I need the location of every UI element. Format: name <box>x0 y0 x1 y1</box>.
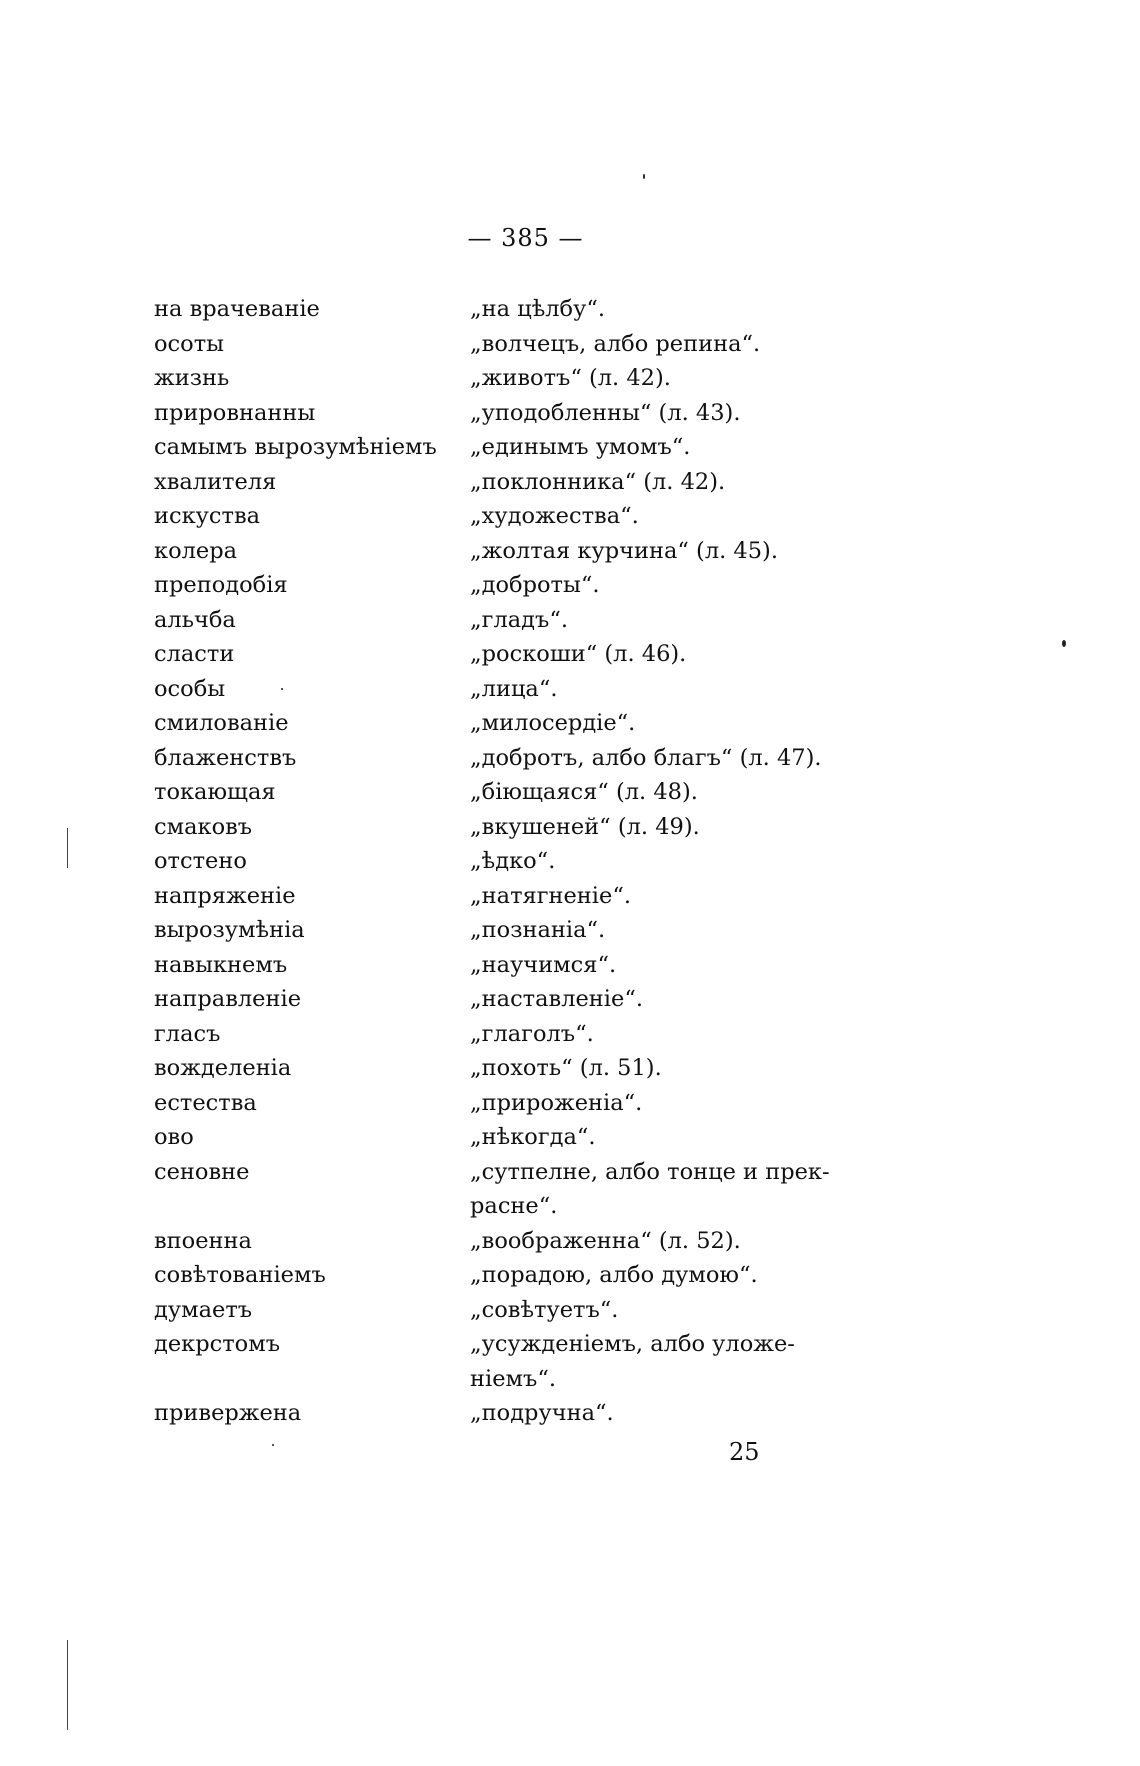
glossary-term: смилованіе <box>154 710 289 736</box>
glossary-gloss: „сутпелне, албо тонце и прек- расне“. <box>470 1158 830 1219</box>
glossary-gloss: „на цѣлбу“. <box>470 296 605 322</box>
glossary-term: напряженіе <box>154 882 296 909</box>
glossary-gloss: „животъ“ (л. 42). <box>470 365 671 391</box>
glossary-term: гласъ <box>154 1020 221 1047</box>
glossary-term: естества <box>154 1089 257 1116</box>
glossary-term: прировнанны <box>154 399 316 426</box>
glossary-term: декрстомъ <box>154 1331 281 1357</box>
glossary-gloss: „натягненіе“. <box>470 882 631 909</box>
glossary-term: искуства <box>154 503 261 529</box>
signature-mark: 25 <box>729 1438 760 1466</box>
scan-speck <box>272 1444 274 1446</box>
glossary-gloss: „жолтая курчина“ (л. 45). <box>470 537 778 564</box>
glossary-term: блаженствъ <box>154 744 297 771</box>
glossary-gloss: „роскоши“ (л. 46). <box>470 641 687 667</box>
glossary-gloss: „глаголъ“. <box>470 1020 594 1047</box>
glossary-term: жизнь <box>154 365 230 391</box>
glossary-gloss: „единымъ умомъ“. <box>470 434 691 460</box>
glossary-term: альчба <box>154 606 236 633</box>
glossary-term: вожделеніа <box>154 1055 292 1081</box>
glossary-term: сеновне <box>154 1158 250 1185</box>
glossary-term: сласти <box>154 641 235 667</box>
glossary-gloss: „доброты“. <box>470 572 600 598</box>
glossary-term: вырозумѣніа <box>154 917 305 943</box>
glossary-term: совѣтованіемъ <box>154 1262 326 1288</box>
glossary-term: смаковъ <box>154 813 253 840</box>
glossary-gloss: „біющаяся“ (л. 48). <box>470 779 698 805</box>
margin-rule <box>67 828 68 868</box>
glossary-term: преподобія <box>154 572 288 598</box>
glossary-gloss: „научимся“. <box>470 951 617 978</box>
glossary-gloss: „совѣтуетъ“. <box>470 1296 619 1323</box>
page-number: — 385 — <box>467 224 584 252</box>
glossary-gloss: „добротъ, албо благъ“ (л. 47). <box>470 744 822 771</box>
glossary-gloss: „прироженіа“. <box>470 1089 643 1116</box>
glossary-gloss: „подручна“. <box>470 1400 614 1426</box>
glossary-gloss: „лица“. <box>470 675 558 702</box>
glossary-gloss: „порадою, албо думою“. <box>470 1262 758 1288</box>
glossary-term: навыкнемъ <box>154 951 288 978</box>
glossary-term: впоенна <box>154 1227 252 1254</box>
glossary-gloss: „волчецъ, албо репина“. <box>470 330 761 357</box>
margin-rule <box>67 1640 68 1730</box>
glossary-gloss: „ѣдко“. <box>470 848 556 874</box>
glossary-gloss: „наставленіе“. <box>470 986 643 1012</box>
scan-speck <box>643 174 645 179</box>
glossary-term: направленіе <box>154 986 302 1012</box>
glossary-gloss: „усужденіемъ, албо уложе- ніемъ“. <box>470 1331 795 1392</box>
glossary-term: думаетъ <box>154 1296 253 1323</box>
glossary-term: отстено <box>154 848 247 874</box>
glossary-term: колера <box>154 537 238 564</box>
glossary-term: особы <box>154 675 226 702</box>
glossary-term: хвалителя <box>154 468 277 495</box>
glossary-gloss: „гладъ“. <box>470 606 568 633</box>
glossary-gloss: „воображенна“ (л. 52). <box>470 1227 741 1254</box>
glossary-gloss: „поклонника“ (л. 42). <box>470 468 726 495</box>
glossary-term: самымъ вырозумѣніемъ <box>154 434 437 460</box>
glossary-gloss: „милосердіе“. <box>470 710 636 736</box>
glossary-gloss: „похоть“ (л. 51). <box>470 1055 662 1081</box>
glossary-term: осоты <box>154 330 225 357</box>
glossary-term: привержена <box>154 1400 302 1426</box>
glossary-gloss: „уподобленны“ (л. 43). <box>470 399 741 426</box>
glossary-gloss: „вкушеней“ (л. 49). <box>470 813 700 840</box>
glossary-term: на врачеваніе <box>154 296 320 322</box>
glossary-gloss: „художества“. <box>470 503 639 529</box>
glossary-gloss: „нѣкогда“. <box>470 1124 596 1150</box>
glossary-term: токающая <box>154 779 276 805</box>
scan-speck <box>1062 640 1066 647</box>
glossary-term: ово <box>154 1124 194 1150</box>
scan-speck <box>281 688 283 690</box>
glossary-gloss: „познаніа“. <box>470 917 606 943</box>
